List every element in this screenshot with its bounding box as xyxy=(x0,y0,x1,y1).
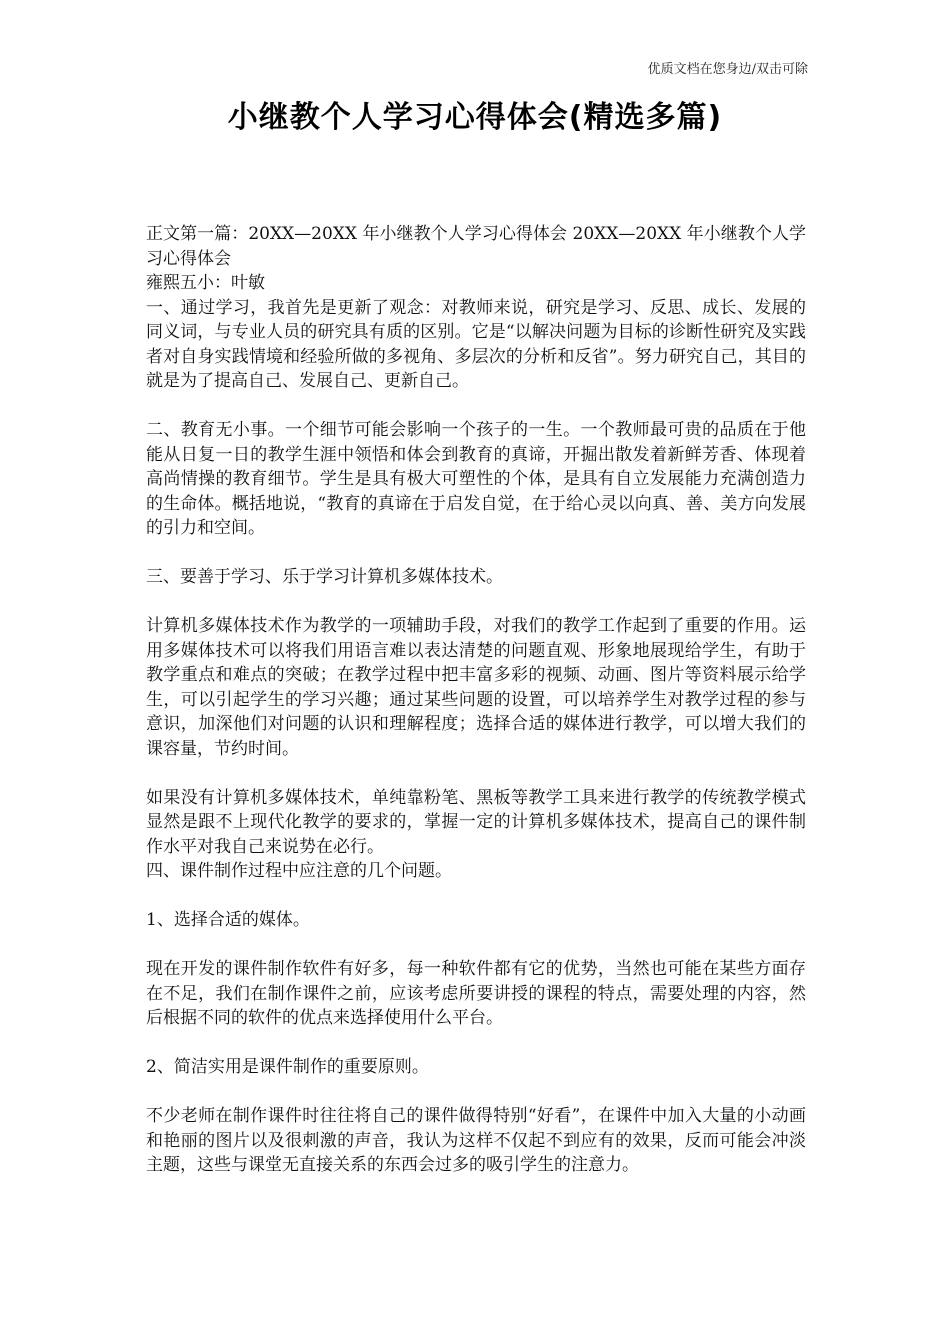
paragraph-section-1: 一、通过学习，我首先是更新了观念：对教师来说，研究是学习、反思、成长、发展的同义词，与专业人员的研究具有质的区别。它是“以解决问题为目标的诊断性研究及实践者对自身实践情境和经验所做的多视角、多层次的分析和反省”。努力研究自己，其目的就是为了提高自己、发展自己、更新自己。 xyxy=(146,297,806,391)
document-body xyxy=(146,222,806,1178)
paragraph-section-3-heading: 三、要善于学习、乐于学习计算机多媒体技术。 xyxy=(146,567,503,587)
document-title: 小继教个人学习心得体会(精选多篇) xyxy=(227,100,723,135)
header-note: 优质文档在您身边/双击可除 xyxy=(647,62,808,77)
paragraph-author: 雍熙五小：叶敏 xyxy=(146,273,265,293)
paragraph-point-2-heading: 2、简洁实用是课件制作的重要原则。 xyxy=(146,1057,429,1077)
paragraph-section-4-heading: 四、课件制作过程中应注意的几个问题。 xyxy=(146,861,452,881)
paragraph-point-2-body: 不少老师在制作课件时往往将自己的课件做得特别“好看”，在课件中加入大量的小动画和艳丽的图片以及很刺激的声音，我认为这样不仅起不到应有的效果，反而可能会冲淡主题，这些与课堂无直接关系的东西会过多的吸引学生的注意力。 xyxy=(146,1106,806,1175)
paragraph-traditional-teaching: 如果没有计算机多媒体技术，单纯靠粉笔、黑板等教学工具来进行教学的传统教学模式显然是跟不上现代化教学的要求的，掌握一定的计算机多媒体技术，提高自己的课件制作水平对我自己来说势在必行。 xyxy=(146,787,806,857)
paragraph-intro: 正文第一篇：20XX—20XX 年小继教个人学习心得体会 20XX—20XX 年小继教个人学习心得体会 xyxy=(146,224,806,269)
paragraph-point-1-heading: 1、选择合适的媒体。 xyxy=(146,910,310,930)
paragraph-section-2: 二、教育无小事。一个细节可能会影响一个孩子的一生。一个教师最可贵的品质在于他能从日复一日的教学生涯中领悟和体会到教育的真谛，开掘出散发着新鲜芳香、体现着高尚情操的教育细节。学生是具有极大可塑性的个体，是具有自立发展能力充满创造力的生命体。概括地说，“教育的真谛在于启发自觉，在于给心灵以向真、善、美方向发展的引力和空间。 xyxy=(146,420,806,538)
paragraph-point-1-body: 现在开发的课件制作软件有好多，每一种软件都有它的优势，当然也可能在某些方面存在不足，我们在制作课件之前，应该考虑所要讲授的课程的特点，需要处理的内容，然后根据不同的软件的优点来选择使用什么平台。 xyxy=(146,959,806,1028)
paragraph-multimedia: 计算机多媒体技术作为教学的一项辅助手段，对我们的教学工作起到了重要的作用。运用多媒体技术可以将我们用语言难以表达清楚的问题直观、形象地展现给学生，有助于教学重点和难点的突破；在教学过程中把丰富多彩的视频、动画、图片等资料展示给学生，可以引起学生的学习兴趣；通过某些问题的设置，可以培养学生对教学过程的参与意识，加深他们对问题的认识和理解程度；选择合适的媒体进行教学，可以增大我们的课容量，节约时间。 xyxy=(146,616,806,759)
